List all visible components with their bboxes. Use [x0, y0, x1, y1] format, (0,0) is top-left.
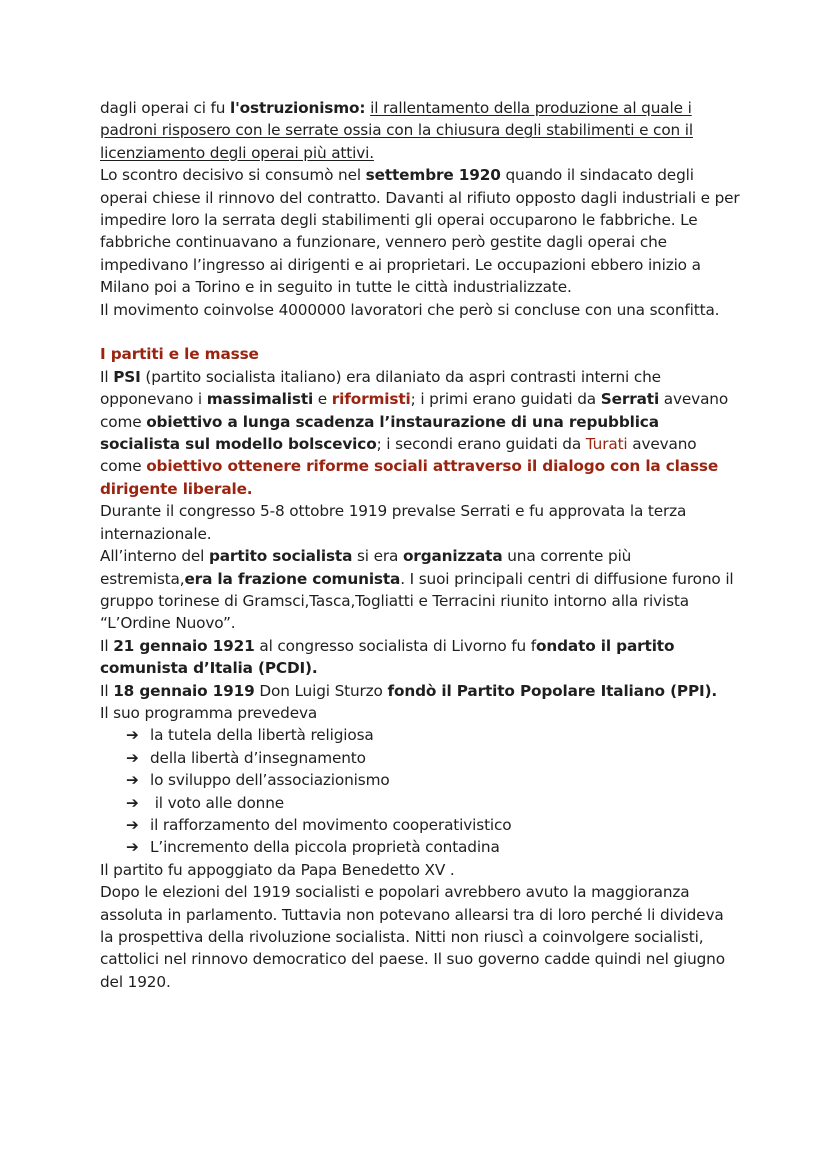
- term-ostruzionismo: l'ostruzionismo:: [230, 99, 366, 117]
- arrow-right-icon: ➔: [126, 726, 139, 745]
- list-item: [126, 836, 740, 858]
- text-span: e: [313, 390, 332, 409]
- arrow-right-icon: ➔: [126, 771, 139, 790]
- list-item: [126, 769, 740, 791]
- term-turati: Turati: [585, 435, 628, 454]
- text-span: avevano come: [100, 435, 697, 476]
- list-item: [126, 724, 740, 746]
- list-item-text: lo sviluppo dell’associazionismo: [150, 771, 390, 790]
- list-item-text: il rafforzamento del movimento cooperativistico: [150, 815, 512, 834]
- obiettivo-riformisti: obiettivo ottenere riforme sociali attraverso il dialogo con la classe dirigente liberale.: [100, 457, 719, 498]
- arrow-right-icon: ➔: [126, 748, 139, 767]
- list-item-text: la tutela della libertà religiosa: [150, 726, 374, 745]
- list-item-text: il voto alle donne: [150, 793, 285, 812]
- paragraph-movimento: Il movimento coinvolse 4000000 lavoratori che però si concluse con una sconfitta.: [100, 300, 720, 319]
- term-partito-socialista: partito socialista: [208, 547, 353, 566]
- term-frazione-comunista: era la frazione comunista: [184, 569, 401, 588]
- list-item-text: L’incremento della piccola proprietà contadina: [150, 838, 500, 857]
- date-settembre-1920: settembre 1920: [365, 166, 501, 185]
- text-span: All’interno del: [100, 547, 209, 566]
- text-span: si era: [352, 547, 403, 566]
- text-span: Il: [100, 681, 114, 700]
- paragraph-papa: Il partito fu appoggiato da Papa Benedetto XV .: [100, 860, 455, 879]
- text-span: Lo scontro decisivo si consumò nel: [100, 166, 366, 185]
- text-span: una corrente più estremista,: [100, 547, 632, 588]
- paragraph-frazione-comunista: [100, 545, 740, 635]
- text-span: Il: [100, 636, 114, 655]
- term-organizzata: organizzata: [402, 547, 503, 566]
- text-span: quando il sindacato degli operai chiese il rinnovo del contratto. Davanti al rifiuto opposto dagli industriali e per impedire loro la serrata degli stabilimenti gli operai occuparono le fabbriche. Le fabbriche continuavano a funzionare, vennero però gestite dagli operai che impedivano l’ingresso ai dirigenti e ai proprietari. Le occupazioni ebbero inizio a Milano poi a Torino e in seguito in tutte le città industrializzate.: [100, 166, 740, 297]
- term-massimalisti: massimalisti: [206, 390, 314, 409]
- obiettivo-massimalisti: obiettivo a lunga scadenza l’instaurazione di una repubblica socialista sul modello bolscevico: [100, 412, 659, 454]
- text-span: Il: [100, 367, 114, 386]
- text-span: dagli operai ci fu: [100, 99, 231, 117]
- spacer: [100, 321, 740, 343]
- text-span: ; i primi erano guidati da: [410, 390, 601, 409]
- paragraph-programma: Il suo programma prevedeva: [100, 703, 318, 722]
- paragraph-psi: [100, 366, 740, 500]
- list-item-text: della libertà d’insegnamento: [150, 748, 366, 767]
- paragraph-congresso-1919: Durante il congresso 5-8 ottobre 1919 prevalse Serrati e fu approvata la terza internazionale.: [100, 502, 687, 543]
- term-psi: PSI: [113, 367, 141, 386]
- text-span: avevano come: [100, 390, 729, 431]
- arrow-right-icon: ➔: [126, 793, 139, 812]
- text-span: (partito socialista italiano) era dilaniato da aspri contrasti interni che opponevano i: [100, 367, 661, 409]
- paragraph-settembre-1920: [100, 164, 740, 298]
- date-18-gennaio-1919: 18 gennaio 1919: [113, 681, 255, 700]
- term-riformisti: riformisti: [331, 390, 411, 409]
- text-span: al congresso socialista di Livorno fu f: [254, 636, 537, 655]
- text-span: ; i secondi erano guidati da: [376, 435, 586, 454]
- arrow-right-icon: ➔: [126, 838, 139, 857]
- paragraph-ostruzionismo: [100, 97, 740, 164]
- term-ppi: fondò il Partito Popolare Italiano (PPI).: [387, 681, 718, 700]
- paragraph-ppi: [100, 680, 740, 702]
- underlined-definition: il rallentamento della produzione al quale i padroni risposero con le serrate ossia con la chiusura degli stabilimenti e con il licenziamento degli operai più attivi.: [100, 99, 693, 162]
- document-body: [100, 97, 740, 993]
- text-span: . I suoi principali centri di diffusione furono il gruppo torinese di Gramsci,Tasca,Togliatti e Terracini riunito intorno alla rivista “L’Ordine Nuovo”.: [100, 569, 734, 633]
- arrow-right-icon: ➔: [126, 815, 139, 834]
- date-21-gennaio-1921: 21 gennaio 1921: [113, 636, 255, 655]
- text-span: Don Luigi Sturzo: [254, 681, 388, 700]
- term-pcdi: ondato il partito comunista d’Italia (PCDI).: [100, 636, 675, 678]
- paragraph-elezioni-1919: Dopo le elezioni del 1919 socialisti e popolari avrebbero avuto la maggioranza assoluta in parlamento. Tuttavia non potevano allearsi tra di loro perché li divideva la prospettiva della rivoluzione socialista. Nitti non riuscì a coinvolgere socialisti, cattolici nel rinnovo democratico del paese. Il suo governo cadde quindi nel giugno del 1920.: [100, 883, 725, 991]
- list-item: [126, 747, 740, 769]
- paragraph-pcdi: [100, 635, 740, 680]
- programma-list: [100, 724, 740, 858]
- list-item: [126, 792, 740, 814]
- term-serrati: Serrati: [600, 390, 660, 409]
- section-heading: I partiti e le masse: [100, 345, 259, 364]
- list-item: [126, 814, 740, 836]
